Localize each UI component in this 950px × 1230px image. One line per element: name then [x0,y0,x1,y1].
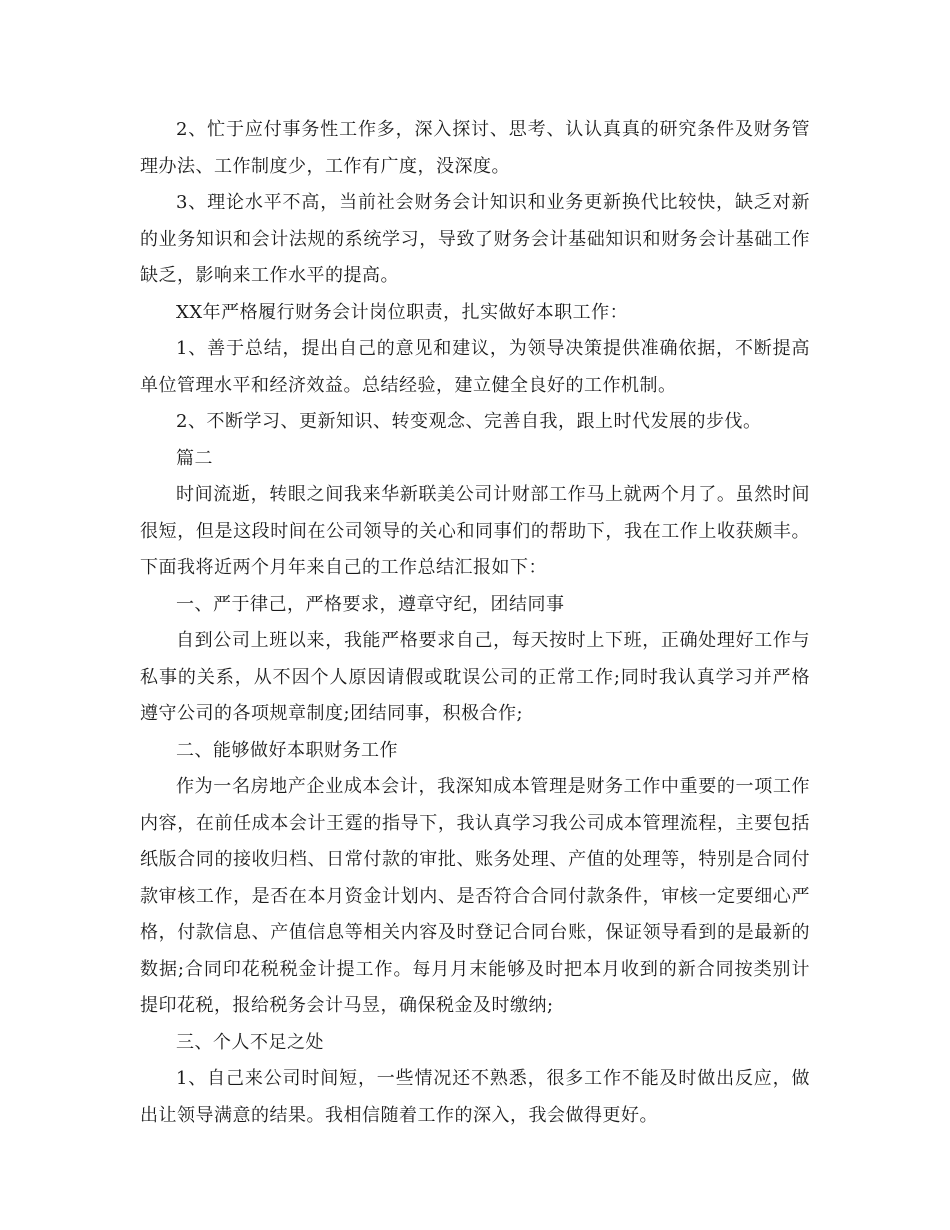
paragraph-plan-1: 1、善于总结，提出自己的意见和建议，为领导决策提供准确依据，不断提高单位管理水平和经济效益。总结经验，建立健全良好的工作机制。 [140,338,810,396]
paragraph-intro: 时间流逝，转眼之间我来华新联美公司计财部工作马上就两个月了。虽然时间很短，但是这段时间在公司领导的关心和同事们的帮助下，我在工作上收获颇丰。下面我将近两个月年来自己的工作总结汇报如下： [140,484,810,578]
heading-discipline: 一、严于律己，严格要求，遵章守纪，团结同事 [176,593,565,615]
paragraph-plan-intro: XX年严格履行财务会计岗位职责，扎实做好本职工作： [176,301,629,323]
heading-shortcomings: 三、个人不足之处 [176,1031,324,1053]
paragraph-shortcoming-1: 1、自己来公司时间短，一些情况还不熟悉，很多工作不能及时做出反应，做出让领导满意的结果。我相信随着工作的深入，我会做得更好。 [140,1068,810,1126]
document-body [140,112,810,1134]
paragraph-plan-2: 2、不断学习、更新知识、转变观念、完善自我，跟上时代发展的步伐。 [176,411,762,432]
paragraph-problem-3: 3、理论水平不高，当前社会财务会计知识和业务更新换代比较快，缺乏对新的业务知识和会计法规的系统学习，导致了财务会计基础知识和财务会计基础工作缺乏，影响来工作水平的提高。 [140,192,810,286]
section-title-part-two: 篇二 [176,447,213,469]
paragraph-discipline: 自到公司上班以来，我能严格要求自己，每天按时上下班，正确处理好工作与私事的关系，从不因个人原因请假或耽误公司的正常工作;同时我认真学习并严格遵守公司的各项规章制度;团结同事，积极合作; [140,630,810,724]
paragraph-finance-work: 作为一名房地产企业成本会计，我深知成本管理是财务工作中重要的一项工作内容，在前任成本会计王霆的指导下，我认真学习我公司成本管理流程，主要包括纸版合同的接收归档、日常付款的审批、账务处理、产值的处理等，特别是合同付款审核工作，是否在本月资金计划内、是否符合合同付款条件，审核一定要细心严格，付款信息、产值信息等相关内容及时登记合同台账，保证领导看到的是最新的数据;合同印花税税金计提工作。每月月末能够及时把本月收到的新合同按类别计提印花税，报给税务会计马昱，确保税金及时缴纳; [140,776,810,1016]
paragraph-problem-2: 2、忙于应付事务性工作多，深入探讨、思考、认认真真的研究条件及财务管理办法、工作制度少，工作有广度，没深度。 [140,119,810,177]
heading-finance-work: 二、能够做好本职财务工作 [176,739,398,761]
